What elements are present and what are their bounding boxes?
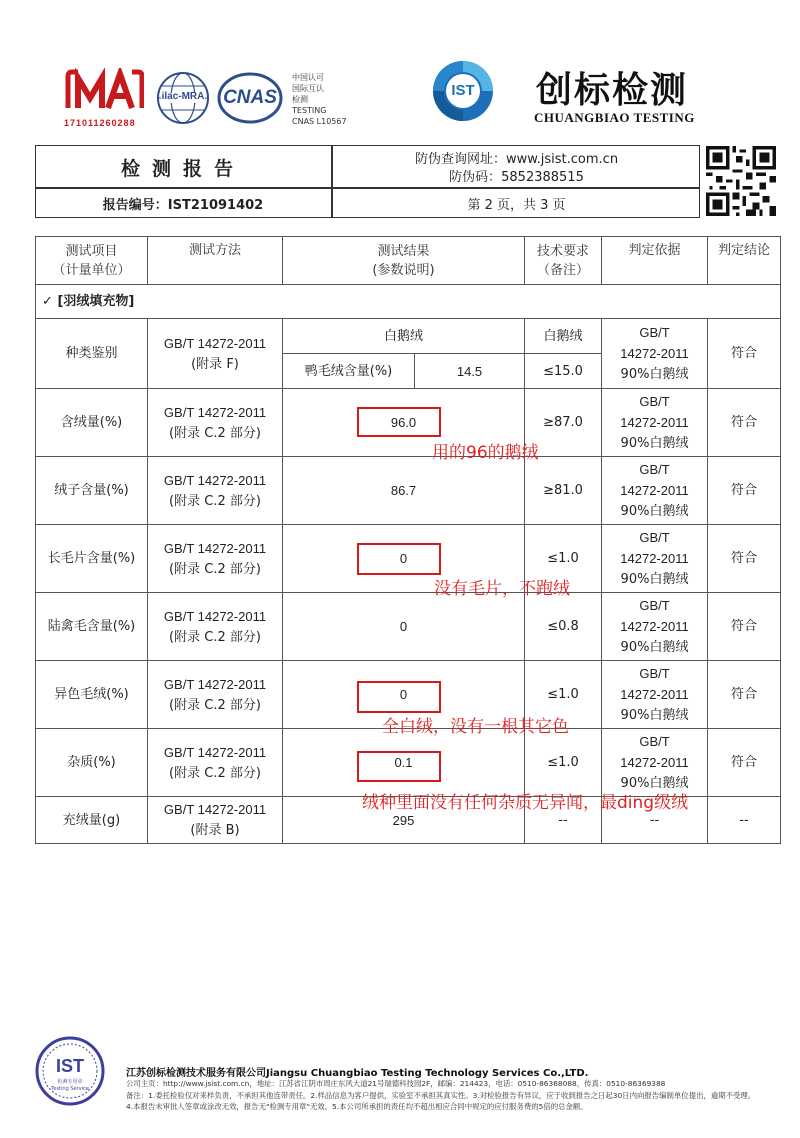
row-result: 86.7	[283, 457, 525, 525]
row-method: GB/T 14272-2011 (附录 C.2 部分)	[148, 525, 283, 593]
row-result: 295	[283, 797, 525, 844]
row-conclusion: 符合	[708, 661, 781, 729]
row-conclusion: 符合	[708, 389, 781, 457]
footer-contact: 公司主页：http://www.jsist.com.cn，地址：江苏省江阴市周庄东风大道21号瑞德科技园2F，邮编：214423，电话：0510-86368088，传真：0510-86369388	[126, 1079, 666, 1088]
row-item: 充绒量(g)	[36, 797, 148, 844]
seal-sub-1: 检测专用章	[57, 1079, 83, 1085]
row-item: 异色毛绒(%)	[36, 661, 148, 729]
brand-name-cn: 创标检测	[536, 70, 689, 111]
report-title: 检测报告	[120, 158, 245, 180]
row-conclusion: 符合	[708, 525, 781, 593]
row-method: GB/T 14272-2011 (附录 C.2 部分)	[148, 593, 283, 661]
row-conclusion: 符合	[708, 457, 781, 525]
brand-name-en: CHUANGBIAO TESTING	[534, 110, 695, 125]
row-conclusion: 符合	[708, 319, 781, 389]
cnas-note: 中国认可 国际互认 检测 TESTING CNAS L10567	[292, 73, 347, 126]
row-method: GB/T 14272-2011 (附录 C.2 部分)	[148, 457, 283, 525]
row-method: GB/T 14272-2011 (附录 B)	[148, 797, 283, 844]
header-requirement: 技术要求 （备注）	[525, 237, 602, 285]
footer-company: 江苏创标检测技术服务有限公司Jiangsu Chuangbiao Testing Technology Services Co.,LTD.	[126, 1068, 589, 1079]
row-req: --	[525, 797, 602, 844]
ilac-mra-logo	[155, 70, 211, 126]
row-sub-label: 鸭毛绒含量(%)	[283, 354, 415, 389]
row-item: 陆禽毛含量(%)	[36, 593, 148, 661]
page-indicator: 第 2 页，共 3 页	[467, 198, 566, 213]
row-basis: GB/T 14272-2011 90%白鹅绒	[602, 729, 708, 797]
header-result: 测试结果 (参数说明)	[283, 237, 525, 285]
annotation-note: 用的96的鹅绒	[432, 443, 539, 463]
row-method: GB/T 14272-2011 (附录 C.2 部分)	[148, 389, 283, 457]
row-result-top: 白鹅绒	[283, 319, 525, 354]
cnas-label: CNAS	[223, 87, 277, 108]
row-req: ≤1.0	[525, 525, 602, 593]
table-header-row	[36, 237, 781, 285]
highlight-box-impurity	[357, 751, 441, 782]
table-row	[36, 319, 781, 354]
row-req: ≥87.0	[525, 389, 602, 457]
seal-sub-2: Testing Service	[51, 1086, 89, 1092]
qr-code-icon	[706, 146, 776, 216]
highlight-box-down-content	[357, 407, 441, 437]
section-title: [羽绒填充物]	[57, 294, 135, 309]
row-item: 种类鉴别	[36, 319, 148, 389]
row-conclusion: 符合	[708, 729, 781, 797]
cma-logo	[64, 68, 144, 126]
row-item: 杂质(%)	[36, 729, 148, 797]
row-basis: GB/T 14272-2011 90%白鹅绒	[602, 319, 708, 389]
row-req: ≤0.8	[525, 593, 602, 661]
ist-logo	[430, 58, 496, 124]
row-result: 0.1	[283, 729, 525, 797]
row-basis: GB/T 14272-2011 90%白鹅绒	[602, 661, 708, 729]
row-method: GB/T 14272-2011 (附录 C.2 部分)	[148, 661, 283, 729]
ist-label: IST	[451, 82, 475, 99]
row-basis: GB/T 14272-2011 90%白鹅绒	[602, 525, 708, 593]
verify-code: 防伪码：5852388515	[449, 170, 584, 185]
annotation-note: 没有毛片，不跑绒	[434, 579, 570, 599]
cnas-logo	[217, 72, 283, 124]
table-row	[36, 593, 781, 661]
cma-mark-icon	[64, 68, 144, 112]
report-number: 报告编号：IST21091402	[102, 198, 264, 213]
row-conclusion: 符合	[708, 593, 781, 661]
row-basis: GB/T 14272-2011 90%白鹅绒	[602, 593, 708, 661]
testing-seal	[35, 1036, 105, 1106]
row-result: 96.0	[283, 389, 525, 457]
section-row	[36, 285, 781, 319]
footer-notes-2: 4.本报告未审批人签章或涂改无效，报告无"检测专用章"无效。5.本公司所承担的责任均不超出相应合同中规定的应付服务费的5倍的总金额。	[126, 1102, 588, 1111]
row-req: ≤1.0	[525, 661, 602, 729]
row-item: 绒子含量(%)	[36, 457, 148, 525]
header-method: 测试方法	[148, 237, 283, 285]
verify-url: 防伪查询网址：www.jsist.com.cn	[414, 152, 619, 167]
row-result: 0	[283, 525, 525, 593]
row-basis: GB/T 14272-2011 90%白鹅绒	[602, 389, 708, 457]
annotation-note: 绒种里面没有任何杂质无异闻，最ding级绒	[362, 793, 689, 813]
check-icon: ✓	[42, 294, 53, 309]
row-conclusion: --	[708, 797, 781, 844]
highlight-box-long-feather	[357, 543, 441, 575]
header-conclusion: 判定结论	[708, 237, 781, 285]
row-method: GB/T 14272-2011 (附录 F)	[148, 319, 283, 389]
ilac-label: ilac-MRA	[161, 91, 205, 102]
highlight-box-off-color	[357, 681, 441, 713]
row-req: ≥81.0	[525, 457, 602, 525]
row-basis: --	[602, 797, 708, 844]
header-item: 测试项目 （计量单位）	[36, 237, 148, 285]
cma-code: 171011260288	[64, 118, 136, 128]
row-basis: GB/T 14272-2011 90%白鹅绒	[602, 457, 708, 525]
row-req-bottom: ≤15.0	[525, 354, 602, 389]
row-req: ≤1.0	[525, 729, 602, 797]
row-result: 0	[283, 661, 525, 729]
row-req-top: 白鹅绒	[525, 319, 602, 354]
seal-label: IST	[55, 1056, 84, 1076]
row-method: GB/T 14272-2011 (附录 C.2 部分)	[148, 729, 283, 797]
footer-notes-1: 备注：1.委托检验仅对来样负责，不承担其他连带责任。2.样品信息为客户提供，实验室不承担其真实性。3.对检验报告有异议，应于收到报告之日起30日内向报告编制单位提出，逾期不受理。	[126, 1091, 756, 1100]
row-result: 0	[283, 593, 525, 661]
row-item: 含绒量(%)	[36, 389, 148, 457]
annotation-note: 全白绒，没有一根其它色	[382, 717, 569, 737]
row-sub-value: 14.5	[415, 354, 525, 389]
table-row	[36, 457, 781, 525]
row-item: 长毛片含量(%)	[36, 525, 148, 593]
header-basis: 判定依据	[602, 237, 708, 285]
